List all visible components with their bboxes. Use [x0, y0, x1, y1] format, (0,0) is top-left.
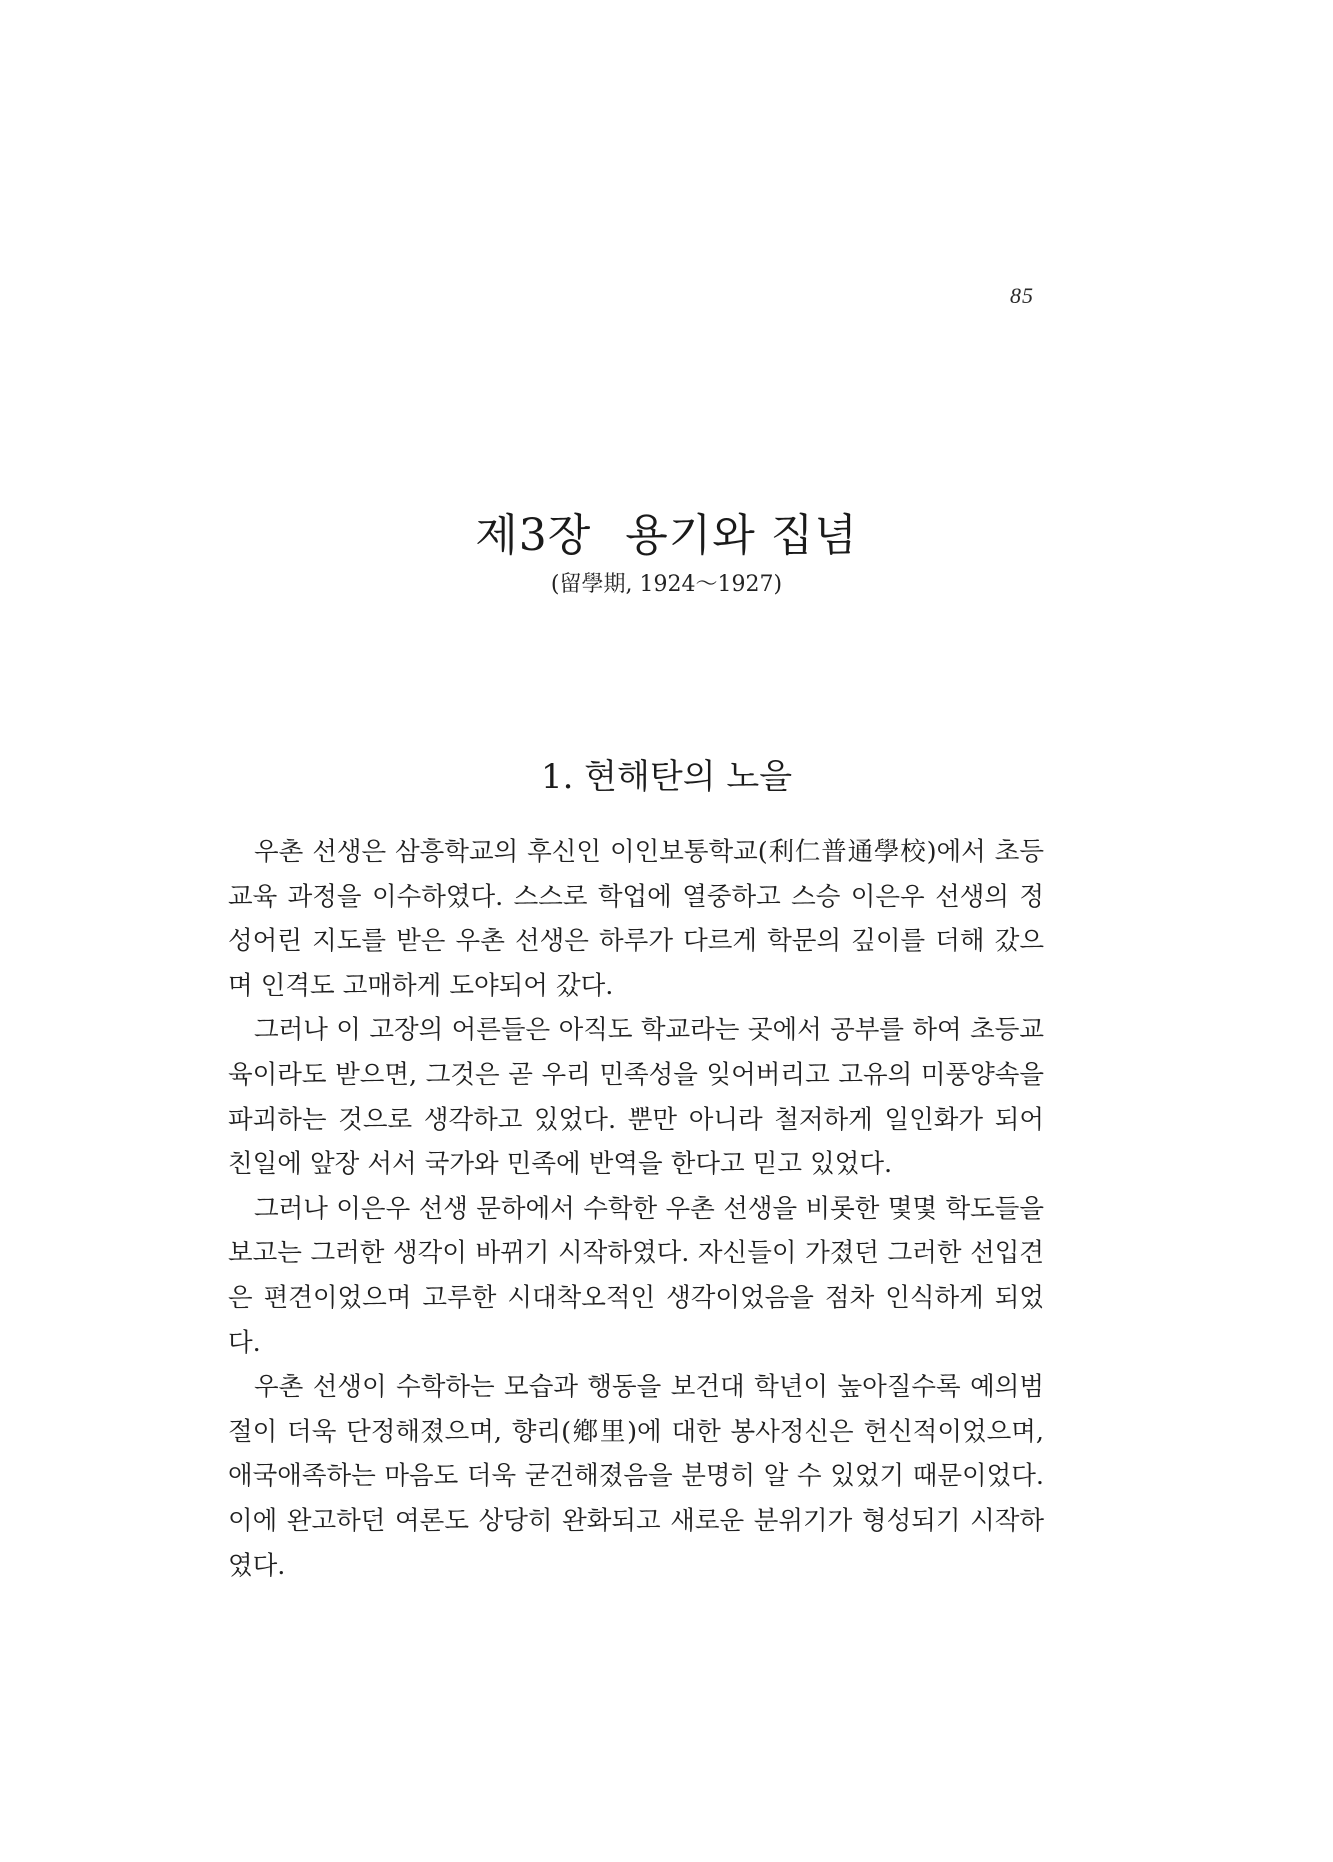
paragraph: 우촌 선생이 수학하는 모습과 행동을 보건대 학년이 높아질수록 예의범절이 더욱 단정해졌으며, 향리(鄕里)에 대한 봉사정신은 헌신적이었으며, 애국애족하는 마음도 더욱 굳건해졌음을 분명히 알 수 있었기 때문이었다. 이에 완고하던 여론도 상당히 완화되고 새로운 분위기가 형성되기 시작하였다.: [228, 1372, 1044, 1581]
chapter-title: [0, 506, 1333, 566]
paragraph: 그러나 이은우 선생 문하에서 수학한 우촌 선생을 비롯한 몇몇 학도들을 보고는 그러한 생각이 바뀌기 시작하였다. 자신들이 가졌던 그러한 선입견은 편견이었으며 고루한 시대착오적인 생각이었음을 점차 인식하게 되었다.: [228, 1193, 1044, 1358]
chapter-subtitle: (留學期, 1924～1927): [550, 572, 783, 597]
page-number: 85: [1010, 283, 1034, 308]
paragraph: 우촌 선생은 삼흥학교의 후신인 이인보통학교(利仁普通學校)에서 초등교육 과정을 이수하였다. 스스로 학업에 열중하고 스승 이은우 선생의 정성어린 지도를 받은 우촌 선생은 하루가 다르게 학문의 깊이를 더해 갔으며 인격도 고매하게 도야되어 갔다.: [228, 837, 1044, 1001]
section-title: 1. 현해탄의 노을: [540, 757, 793, 797]
chapter-label: 제3장: [475, 510, 592, 561]
chapter-name: 용기와 집념: [625, 510, 858, 561]
paragraph: 그러나 이 고장의 어른들은 아직도 학교라는 곳에서 공부를 하여 초등교육이라도 받으면, 그것은 곧 우리 민족성을 잊어버리고 고유의 미풍양속을 파괴하는 것으로 생각하고 있었다. 뿐만 아니라 철저하게 일인화가 되어 친일에 앞장 서서 국가와 민족에 반역을 한다고 믿고 있었다.: [228, 1015, 1044, 1180]
body-text: [228, 830, 1044, 1588]
